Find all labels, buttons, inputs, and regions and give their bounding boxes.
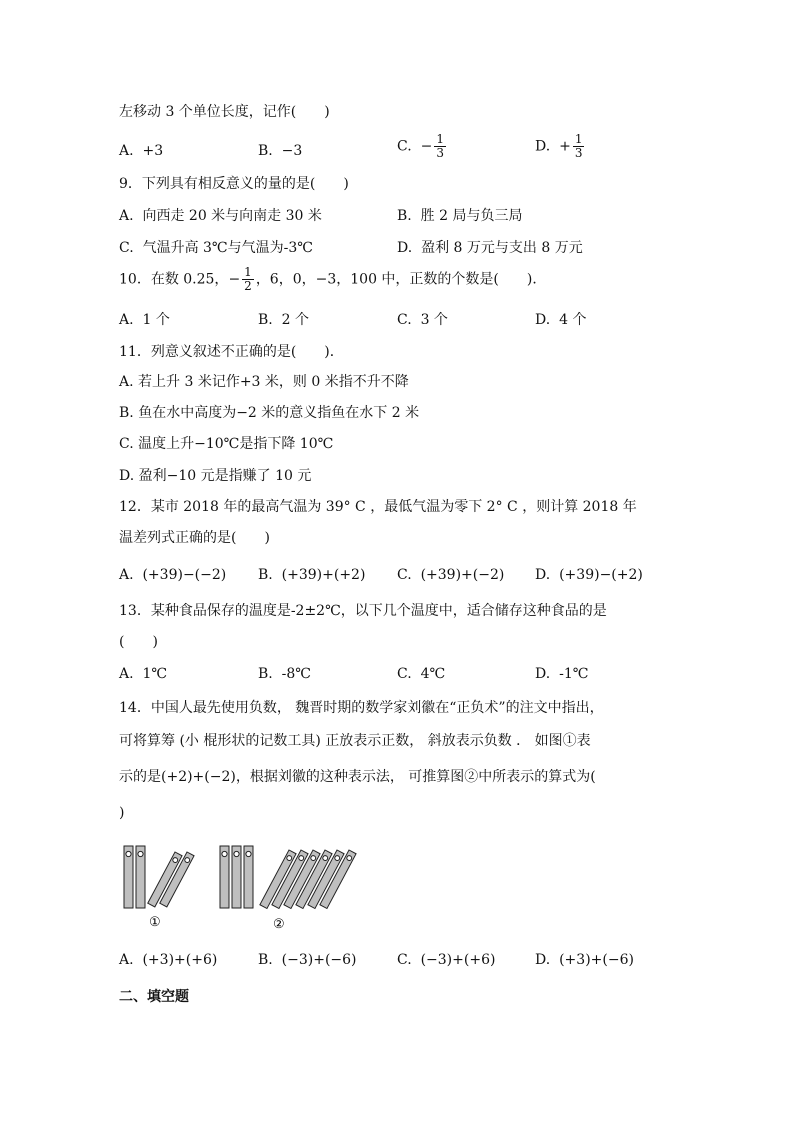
q14-option-c[interactable]: C. (−3)+(+6) bbox=[397, 952, 496, 968]
q13-option-a[interactable]: A. 1℃ bbox=[119, 666, 168, 682]
q11-option-b[interactable]: B. 鱼在水中高度为−2 米的意义指鱼在水下 2 米 bbox=[119, 405, 420, 421]
q11-stem: 11．列意义叙述不正确的是( )． bbox=[119, 344, 344, 360]
q9-option-d[interactable]: D. 盈利 8 万元与支出 8 万元 bbox=[397, 240, 583, 256]
q11-option-c[interactable]: C. 温度上升−10℃是指下降 10℃ bbox=[119, 436, 334, 452]
q13-stem-line2: ( ) bbox=[119, 634, 158, 650]
q13-option-d[interactable]: D. -1℃ bbox=[535, 666, 589, 682]
q13-option-b[interactable]: B. -8℃ bbox=[258, 666, 311, 682]
q10-option-d[interactable]: D. 4 个 bbox=[535, 312, 587, 328]
q14-stem-line3: 示的是(+2)+(−2)，根据刘徽的这种表示法， 可推算图②中所表示的算式为( bbox=[119, 769, 596, 785]
figure-1-upright-rod bbox=[136, 846, 145, 908]
q8-option-c[interactable]: C. − $\frac{1}{3}$ bbox=[397, 132, 444, 160]
q8-option-b[interactable]: B. −3 bbox=[258, 143, 303, 159]
fraction: $\frac{1}{2}$ bbox=[244, 265, 252, 293]
q14-option-d[interactable]: D. (+3)+(−6) bbox=[535, 952, 634, 968]
q10-option-a[interactable]: A. 1 个 bbox=[119, 312, 170, 328]
q12-option-d[interactable]: D. (+39)−(+2) bbox=[535, 567, 643, 583]
q12-option-b[interactable]: B. (+39)+(+2) bbox=[258, 567, 366, 583]
q12-stem-line1: 12．某市 2018 年的最高气温为 39° C ，最低气温为零下 2° C ，则计算 2018 年 bbox=[119, 499, 637, 515]
q8-stem-tail: 左移动 3 个单位长度，记作( ) bbox=[119, 104, 330, 120]
q14-option-b[interactable]: B. (−3)+(−6) bbox=[258, 952, 357, 968]
counting-rods-figure bbox=[119, 840, 389, 935]
q9-option-a[interactable]: A. 向西走 20 米与向南走 30 米 bbox=[119, 208, 322, 224]
q11-option-d[interactable]: D. 盈利−10 元是指赚了 10 元 bbox=[119, 468, 312, 484]
q9-option-b[interactable]: B. 胜 2 局与负三局 bbox=[397, 208, 523, 224]
q12-stem-line2: 温差列式正确的是( ) bbox=[119, 530, 270, 546]
q12-option-a[interactable]: A. (+39)−(−2) bbox=[119, 567, 227, 583]
figure-2-upright-rod bbox=[232, 846, 241, 908]
figure-2-upright-rod bbox=[244, 846, 253, 908]
q14-option-a[interactable]: A. (+3)+(+6) bbox=[119, 952, 218, 968]
section-heading: 二、填空题 bbox=[119, 989, 189, 1005]
figure-1-label: ① bbox=[149, 915, 161, 930]
q10-stem: 10．在数 0.25，− $\frac{1}{2}$ ，6，0，−3，100 中，正数的个数是( )． bbox=[119, 265, 547, 293]
q12-option-c[interactable]: C. (+39)+(−2) bbox=[397, 567, 505, 583]
figure-2-label: ② bbox=[273, 917, 285, 932]
fraction: $\frac{1}{3}$ bbox=[574, 132, 583, 160]
q11-option-a[interactable]: A. 若上升 3 米记作+3 米，则 0 米指不升不降 bbox=[119, 374, 409, 390]
q14-stem-line2: 可将算筹 (小 棍形状的记数工具) 正放表示正数， 斜放表示负数 ． 如图①表 bbox=[119, 733, 591, 749]
q10-option-b[interactable]: B. 2 个 bbox=[258, 312, 310, 328]
q13-stem-line1: 13．某种食品保存的温度是-2±2℃，以下几个温度中，适合储存这种食品的是 bbox=[119, 603, 607, 619]
q13-option-c[interactable]: C. 4℃ bbox=[397, 666, 446, 682]
q9-stem: 9．下列具有相反意义的量的是( ) bbox=[119, 176, 349, 192]
q9-option-c[interactable]: C. 气温升高 3℃与气温为-3℃ bbox=[119, 240, 313, 256]
q8-option-a[interactable]: A. +3 bbox=[119, 143, 164, 159]
figure-2-upright-rod bbox=[220, 846, 229, 908]
q10-option-c[interactable]: C. 3 个 bbox=[397, 312, 448, 328]
q14-stem-line1: 14．中国人最先使用负数， 魏晋时期的数学家刘徽在“正负术”的注文中指出， bbox=[119, 700, 604, 716]
q14-stem-line4: ) bbox=[119, 805, 125, 821]
figure-1-upright-rod bbox=[124, 846, 133, 908]
q8-option-d[interactable]: D. + $\frac{1}{3}$ bbox=[535, 132, 583, 160]
fraction: $\frac{1}{3}$ bbox=[436, 132, 444, 160]
